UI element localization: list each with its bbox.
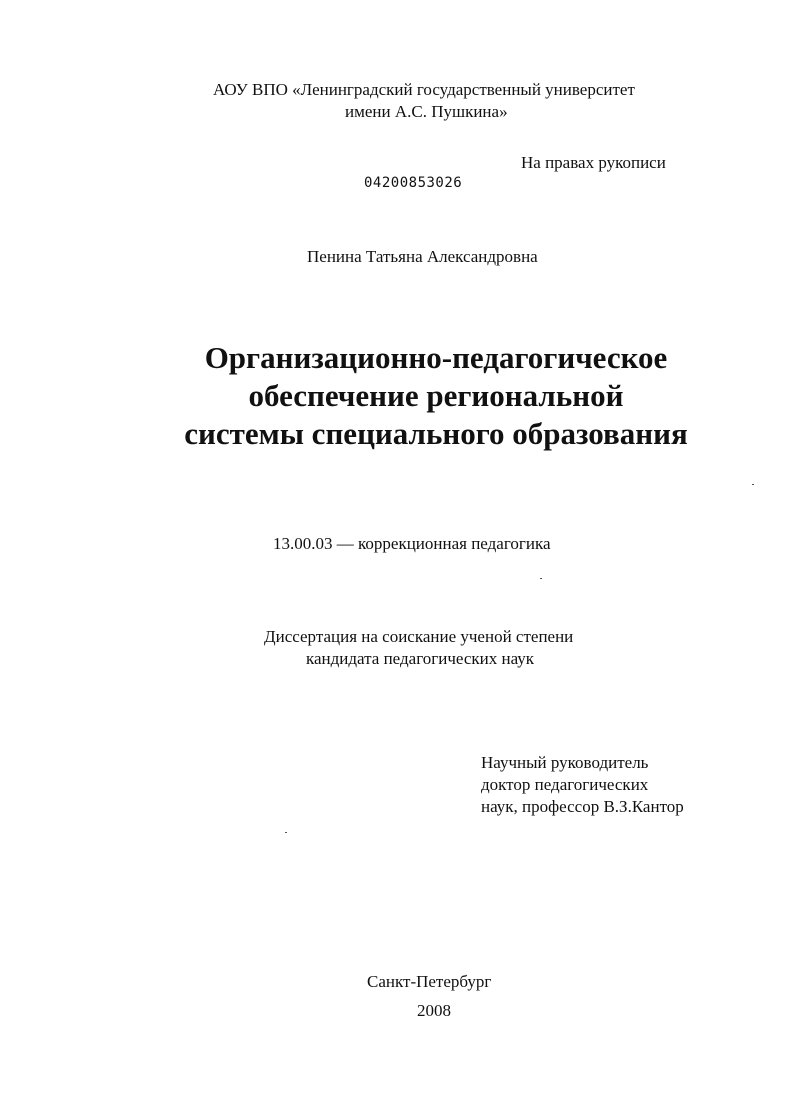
degree-line-2: кандидата педагогических наук bbox=[306, 649, 535, 668]
scan-speck bbox=[752, 484, 754, 485]
author-name: Пенина Татьяна Александровна bbox=[307, 247, 538, 266]
thesis-title-line-3: системы специального образования bbox=[184, 416, 688, 451]
institution-line-2: имени А.С. Пушкина» bbox=[345, 102, 508, 121]
thesis-title-line-1: Организационно-педагогическое bbox=[204, 340, 668, 375]
supervisor-line-2: доктор педагогических bbox=[481, 775, 649, 794]
catalog-number: 04200853026 bbox=[364, 175, 463, 191]
manuscript-note: На правах рукописи bbox=[521, 153, 666, 172]
city: Санкт-Петербург bbox=[367, 972, 492, 991]
supervisor-line-3: наук, профессор В.З.Кантор bbox=[481, 797, 684, 816]
scan-speck bbox=[540, 578, 542, 579]
thesis-title-line-2: обеспечение региональной bbox=[248, 378, 624, 413]
institution-line-1: АОУ ВПО «Ленинградский государственный университет bbox=[213, 80, 635, 99]
supervisor-line-1: Научный руководитель bbox=[481, 753, 649, 772]
scan-speck bbox=[285, 832, 287, 833]
year: 2008 bbox=[417, 1001, 451, 1020]
degree-line-1: Диссертация на соискание ученой степени bbox=[264, 627, 574, 646]
specialty-code: 13.00.03 — коррекционная педагогика bbox=[273, 534, 551, 553]
